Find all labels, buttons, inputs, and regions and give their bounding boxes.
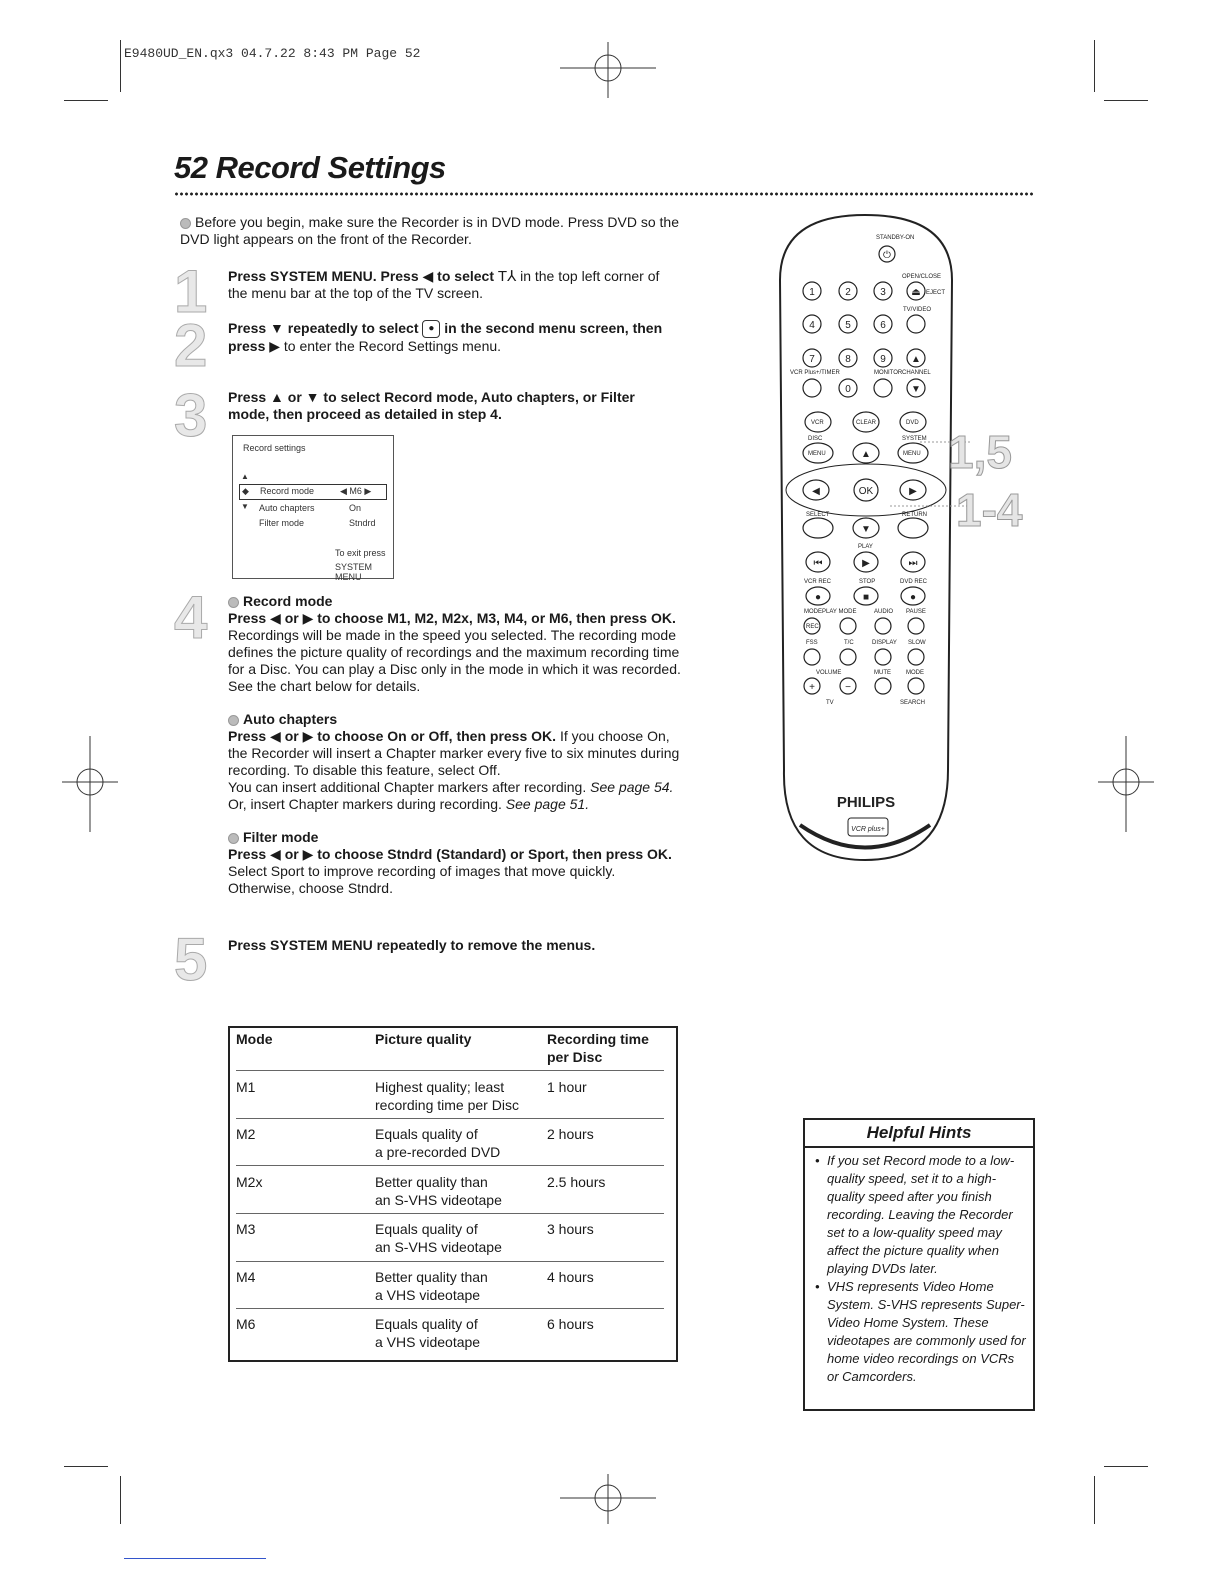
svg-text:MENU: MENU [903,451,921,457]
svg-text:DVD REC: DVD REC [900,579,928,585]
exit-hint: To exit press [335,548,386,558]
hint-item: • If you set Record mode to a low-quality speed, set it to a high-quality speed after you finish recording. Leaving the Recorder set to a low-quality speed may affect the picture quality when playing DVDs later. [827,1152,1027,1278]
title-dotted-rule [174,192,1034,196]
svg-text:6: 6 [880,320,886,331]
svg-text:VCR: VCR [811,420,824,426]
up-arrow-icon: ▲ [241,472,249,481]
hints-title: Helpful Hints [805,1120,1033,1148]
svg-text:●: ● [909,592,917,603]
registration-mark-bottom [560,1474,656,1524]
svg-text:5: 5 [845,320,851,331]
svg-text:AUDIO: AUDIO [874,609,894,615]
svg-text:SELECT: SELECT [806,512,830,518]
remote-control-illustration [770,210,1040,870]
svg-text:▶: ▶ [862,558,870,569]
svg-text:SLOW: SLOW [908,640,926,646]
step-number: 5 [174,926,208,993]
svg-text:EJECT: EJECT [926,290,946,296]
down-arrow-icon: ▼ [241,502,249,511]
svg-text:SYSTEM: SYSTEM [902,436,927,442]
svg-text:T/C: T/C [844,640,854,646]
svg-text:0: 0 [845,384,851,395]
step-4-text: Record mode Press ◀ or ▶ to choose M1, M2, M2x, M3, M4, or M6, then press OK. Recordings will be made in the speed you selected. The recording mode defines the picture quality of recordings and the maximum recording time for a Disc. You can play a Disc only in the mode in which it was recorded. See the chart below for details. Auto chapters Press ◀ or ▶ to choose On or Off, then press OK. If you choose On, the Recorder will insert a Chapter marker every five to six minutes during recording. To disable this feature, select Off. You can insert additional Chapter markers after recording. See page 54. Or, insert Chapter markers during recording. See page 51. Filter mode Press ◀ or ▶ to choose Stndrd (Standard) or Sport, then press OK. Select Sport to improve recording of images that move quickly. Otherwise, choose Stndrd. [228,593,684,897]
menu-title: Record settings [243,443,306,453]
svg-text:▲: ▲ [861,449,871,460]
crop-mark [120,1476,121,1524]
svg-text:DISPLAY: DISPLAY [872,640,897,646]
footer-rule [124,1558,266,1559]
svg-text:⏮: ⏮ [813,558,823,569]
svg-text:DVD: DVD [906,420,919,426]
svg-text:OPEN/CLOSE: OPEN/CLOSE [902,274,942,280]
svg-text:7: 7 [809,354,815,365]
svg-text:1: 1 [809,287,815,298]
crop-mark [1104,100,1148,101]
crop-mark [64,1466,108,1467]
svg-text:CLEAR: CLEAR [856,420,877,426]
step-callout: 1,5 [948,426,1012,478]
intro-text: Before you begin, make sure the Recorder is in DVD mode. Press DVD so the DVD light appears on the front of the Recorder. [180,214,679,247]
file-info-header: E9480UD_EN.qx3 04.7.22 8:43 PM Page 52 [124,46,421,61]
svg-text:VCR REC: VCR REC [804,579,832,585]
svg-text:MODE: MODE [906,670,924,676]
svg-text:DISC: DISC [808,436,823,442]
svg-text:PAUSE: PAUSE [906,609,926,615]
svg-text:2: 2 [845,287,851,298]
menu-row: Filter mode [259,518,305,528]
crop-mark [120,40,121,92]
svg-text:3: 3 [880,287,886,298]
svg-text:4: 4 [809,320,815,331]
menu-row-value: Stndrd [349,518,376,528]
svg-text:▼: ▼ [911,384,921,395]
svg-text:⏭: ⏭ [908,558,918,569]
bullet-icon [180,218,191,229]
record-settings-menu-icon: T⅄ [497,268,517,285]
brand-logo: PHILIPS [836,794,896,811]
step-number: 4 [174,584,208,651]
crop-mark [1094,1476,1095,1524]
svg-text:REC: REC [806,624,819,630]
menu-row-value: On [349,503,362,513]
svg-text:SEARCH: SEARCH [900,700,926,706]
crop-mark [1104,1466,1148,1467]
svg-text:FSS: FSS [806,640,818,646]
step-3-text: Press ▲ or ▼ to select Record mode, Auto chapters, or Filter mode, then proceed as detailed in step 4. [228,389,635,422]
menu-row: Auto chapters [259,503,315,513]
svg-text:OK: OK [858,486,874,497]
svg-text:▼: ▼ [861,524,871,535]
svg-text:TV/VIDEO: TV/VIDEO [903,307,932,313]
crop-mark [64,100,108,101]
step-number: 2 [174,312,208,379]
svg-text:MODE: MODE [804,609,822,615]
svg-text:−: − [845,682,851,693]
svg-text:PLAY: PLAY [858,544,873,550]
svg-text:9: 9 [880,354,886,365]
svg-text:TV: TV [826,700,834,706]
menu-row-selected: ◆ Record mode ◀ M6 ▶ [239,484,387,500]
svg-text:PLAY MODE: PLAY MODE [822,609,857,615]
svg-text:■: ■ [862,592,870,603]
auto-chapters-heading: Auto chapters [228,711,684,728]
crop-mark [1094,40,1095,92]
label: STANDBY-ON [876,235,915,241]
record-mode-table: Mode Picture quality Recording time per Disc M1 Highest quality; least recording time per Disc 1 hour M2 Equals quality of a pre-recorded DVD 2 hours M2x Better quality than an S-VHS videotape 2.5 hours M3 Equals quality of an S-VHS videotape 3 hours M4 Better quality than a VHS videotape 4 hours M6 Equals quality of a VHS videotape 6 hours [228,1026,678,1362]
registration-mark-left [62,736,118,832]
svg-text:8: 8 [845,354,851,365]
svg-text:CHANNEL: CHANNEL [902,370,931,376]
svg-text:STOP: STOP [859,579,876,585]
step-number: 1 [174,258,208,325]
step-1-text: Press SYSTEM MENU. Press ◀ to select T⅄ in the top left corner of the menu bar at the top of the TV screen. [228,268,660,301]
svg-text:⏻: ⏻ [883,250,891,261]
svg-text:⏏: ⏏ [911,287,921,298]
exit-hint: SYSTEM MENU [335,562,373,582]
record-mode-heading: Record mode [228,593,684,610]
registration-mark-right [1098,736,1154,832]
svg-text:VCR Plus+/TIMER: VCR Plus+/TIMER [790,370,840,376]
svg-text:+: + [809,682,815,693]
svg-text:MONITOR: MONITOR [874,370,903,376]
svg-text:RETURN: RETURN [902,512,927,518]
step-5-text: Press SYSTEM MENU repeatedly to remove the menus. [228,937,596,953]
svg-text:▲: ▲ [911,354,921,365]
svg-text:MENU: MENU [808,451,826,457]
svg-text:◀: ◀ [812,486,820,497]
svg-text:VCR plus+: VCR plus+ [851,826,885,833]
record-circle-icon: ● [422,320,440,338]
filter-mode-heading: Filter mode [228,829,684,846]
diamond-icon: ◆ [242,486,249,496]
svg-text:VOLUME: VOLUME [816,670,842,676]
record-settings-menu-screen [232,435,394,582]
step-callout: 1-4 [956,484,1023,536]
helpful-hints-box [803,1118,1035,1411]
step-2-text: Press ▼ repeatedly to select ● in the second menu screen, then press ▶ to enter the Record Settings menu. [228,320,663,355]
hint-item: • VHS represents Video Home System. S-VHS represents Super-Video Home System. These videotapes are commonly used for home video recordings on VCRs or Camcorders. [827,1278,1027,1386]
table-header: Mode Picture quality Recording time per Disc [236,1031,649,1065]
svg-text:▶: ▶ [909,486,917,497]
svg-text:●: ● [814,592,822,603]
page-title: 52 Record Settings [174,150,446,185]
svg-text:MUTE: MUTE [874,670,891,676]
step-number: 3 [174,382,208,449]
registration-mark-top [560,42,656,98]
